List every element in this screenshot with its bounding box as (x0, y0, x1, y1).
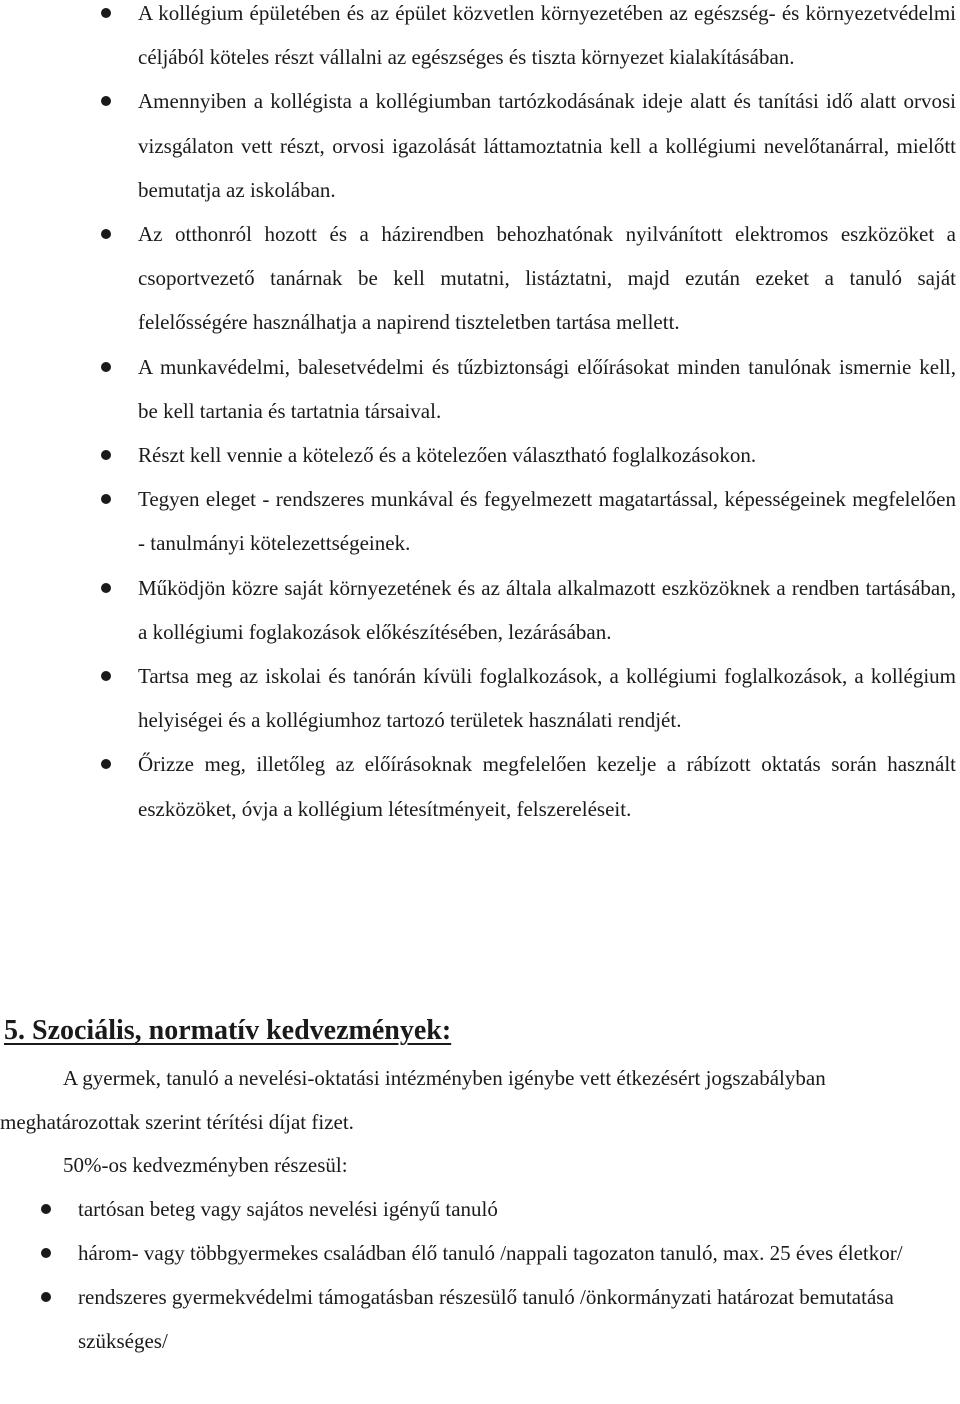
list-item (0, 345, 960, 433)
list-item-text: Részt kell vennie a kötelező és a kötelezően választható foglalkozásokon. (138, 443, 757, 468)
bullet-icon (101, 583, 111, 593)
list-item-text: Tartsa meg az iskolai és tanórán kívüli foglalkozások, a kollégiumi foglalkozások, a kollégium helyiségei és a kollégiumhoz tartozó területek használati rendjét. (138, 664, 956, 733)
bullet-icon (101, 671, 111, 681)
list-item-text: Őrizze meg, illetőleg az előírásoknak megfelelően kezelje a rábízott oktatás során használt eszközöket, óvja a kollégium létesítményeit, felszereléseit. (138, 752, 956, 821)
list-item-text: rendszeres gyermekvédelmi támogatásban részesülő tanuló /önkormányzati határozat bemutatása szükséges/ (78, 1285, 894, 1353)
discount-label: 50%-os kedvezményben részesül: (63, 1153, 348, 1177)
section-number: 5. (4, 1015, 25, 1046)
list-item (0, 742, 960, 830)
intro-text: A gyermek, tanuló a nevelési-oktatási intézményben igénybe vett étkezésért jogszabályban meghatározottak szerint térítési díjat fizet. (0, 1066, 826, 1134)
list-item (0, 212, 960, 345)
bullet-icon (41, 1204, 51, 1214)
bullet-icon (101, 759, 111, 769)
discount-label-paragraph (0, 1143, 955, 1187)
list-item (0, 1231, 960, 1275)
bullet-icon (101, 362, 111, 372)
list-item (0, 477, 960, 565)
list-item-text: Amennyiben a kollégista a kollégiumban tartózkodásának ideje alatt és tanítási idő alatt orvosi vizsgálaton vett részt, orvosi igazolását láttamoztatnia kell a kollégiumi nevelőtanárral, mielőtt bemutatja az iskolában. (138, 89, 956, 202)
benefits-list (0, 1187, 960, 1363)
list-item (0, 1275, 960, 1363)
list-item-text: Működjön közre saját környezetének és az általa alkalmazott eszközöknek a rendben tartásában, a kollégiumi foglakozások előkészítésében, lezárásában. (138, 575, 956, 644)
intro-paragraph (0, 1056, 955, 1144)
list-item-text: tartósan beteg vagy sajátos nevelési igényű tanuló (78, 1197, 498, 1221)
list-item (0, 0, 960, 79)
bullet-icon (101, 96, 111, 106)
list-item (0, 566, 960, 654)
section-title: Szociális, normatív kedvezmények: (32, 1015, 452, 1046)
list-item (0, 79, 960, 212)
list-item-text: három- vagy többgyermekes családban élő tanuló /nappali tagozaton tanuló, max. 25 éves életkor/ (78, 1241, 903, 1265)
bullet-icon (41, 1292, 51, 1302)
bullet-icon (41, 1248, 51, 1258)
bullet-icon (101, 494, 111, 504)
section-heading (4, 1011, 451, 1051)
list-item (0, 433, 960, 477)
list-item-text: A munkavédelmi, balesetvédelmi és tűzbiztonsági előírásokat minden tanulónak ismernie kell, be kell tartania és tartatnia társaival. (138, 354, 956, 423)
bullet-icon (101, 8, 111, 18)
list-item-text: Az otthonról hozott és a házirendben behozhatónak nyilvánított elektromos eszközöket a csoportvezető tanárnak be kell mutatni, listáztatni, majd ezután ezeket a tanuló saját felelősségére használhatja a napirend tiszteletben tartása mellett. (138, 222, 956, 335)
list-item-text: A kollégium épületében és az épület közvetlen környezetében az egészség- és környezetvédelmi céljából köteles részt vállalni az egészséges és tiszta környezet kialakításában. (138, 1, 956, 70)
list-item (0, 1187, 960, 1231)
list-item (0, 654, 960, 742)
list-item-text: Tegyen eleget - rendszeres munkával és fegyelmezett magatartással, képességeinek megfelelően - tanulmányi kötelezettségeinek. (138, 487, 956, 556)
bullet-icon (101, 450, 111, 460)
bullet-icon (101, 229, 111, 239)
